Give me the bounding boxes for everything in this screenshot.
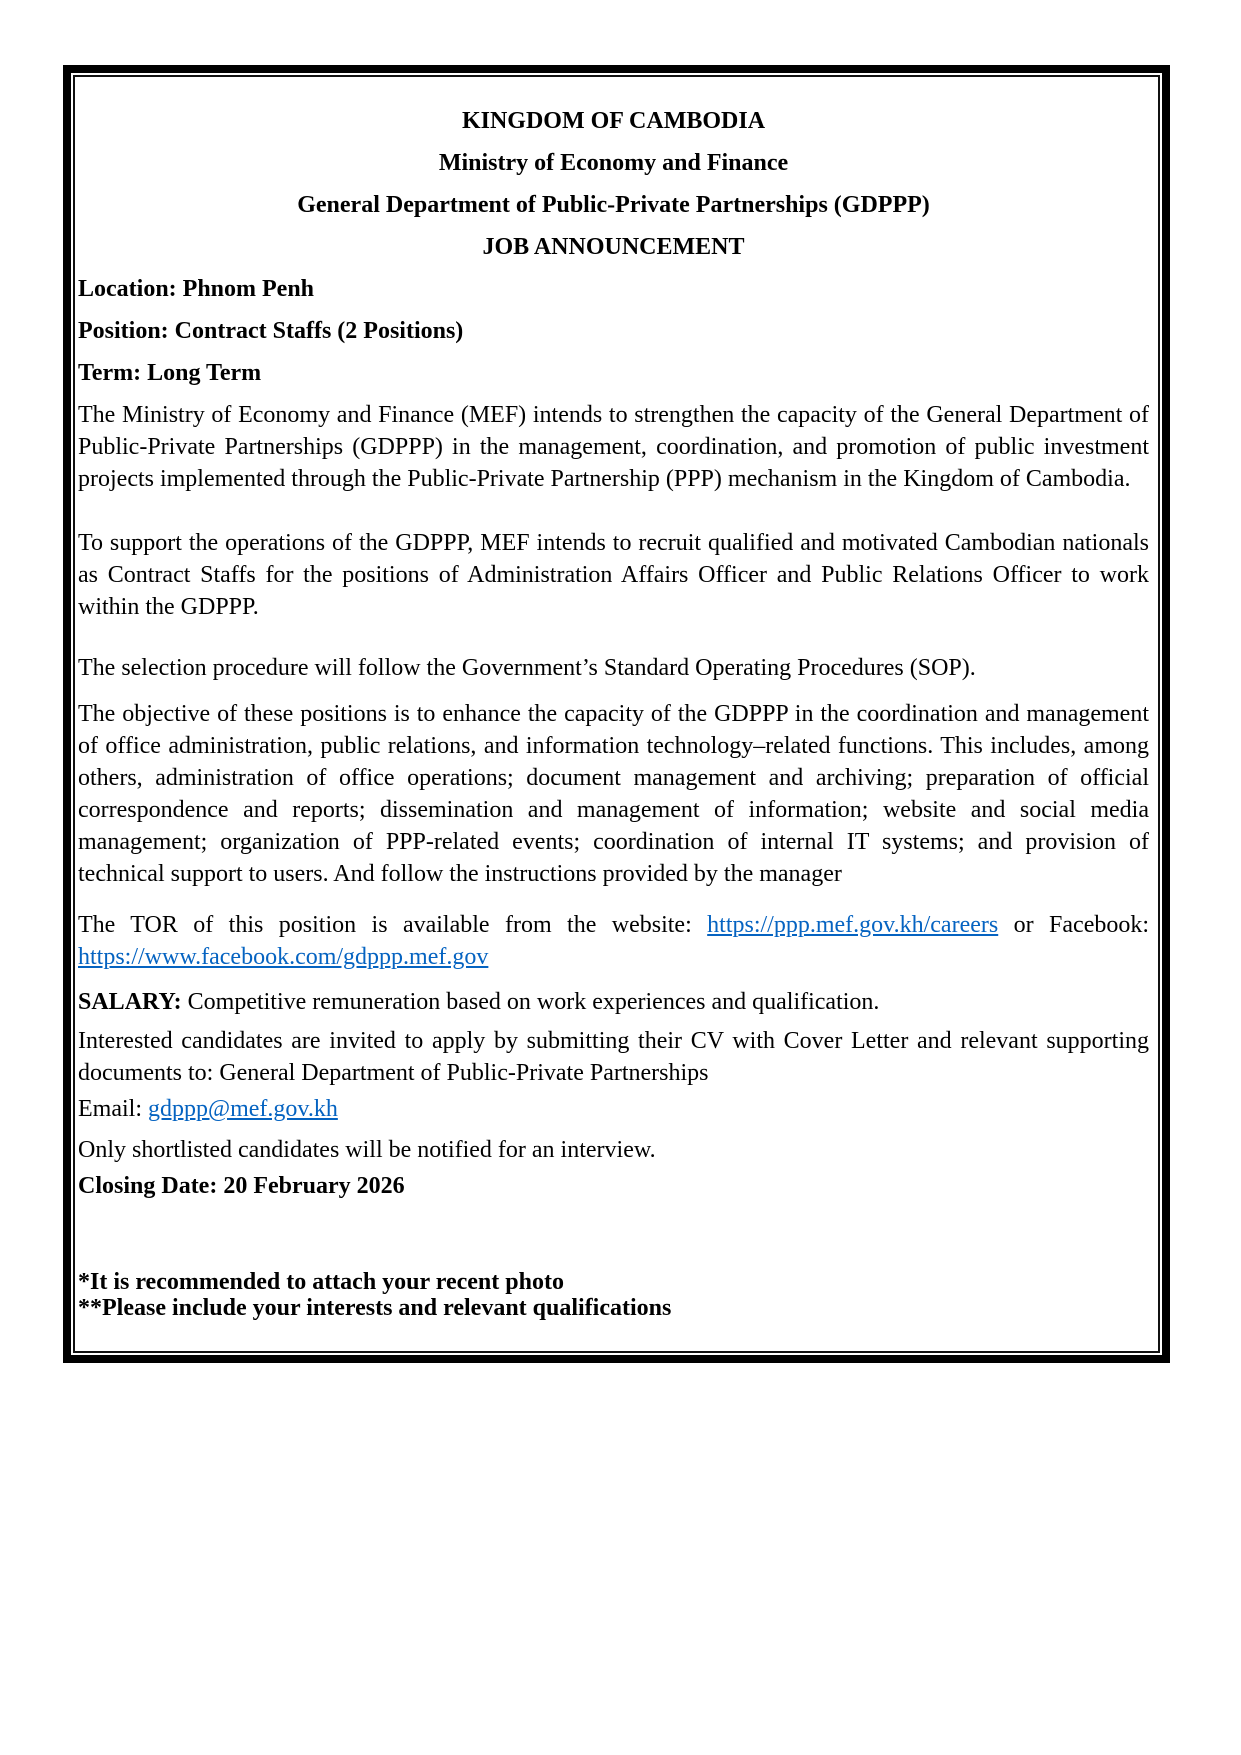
paragraph-support: To support the operations of the GDPPP, MEF intends to recruit qualified and motivated Cambodian nationals as Contract Staffs for the positions of Administration Affairs Officer and Public Relations Officer to work within the GDPPP. (78, 530, 1149, 620)
meta-location: Location: Phnom Penh (78, 276, 315, 302)
footnote-qualifications: **Please include your interests and relevant qualifications (78, 1295, 672, 1321)
paragraph-shortlist: Only shortlisted candidates will be notified for an interview. (78, 1137, 656, 1163)
paragraph-tor (78, 909, 1149, 973)
email-link[interactable]: gdppp@mef.gov.kh (147, 1096, 338, 1122)
paragraph-objective: The objective of these positions is to enhance the capacity of the GDPPP in the coordination and management of office administration, public relations, and information technology–related functions. This includes, among others, administration of office operations; document management and archiving; preparation of official correspondence and reports; dissemination and management of information; website and social media management; organization of PPP-related events; coordination of internal IT systems; and provision of technical support to users. And follow the instructions provided by the manager (78, 701, 1149, 887)
paragraph-email (78, 1093, 1149, 1125)
tor-text-before: The TOR of this position is available from the website: (78, 912, 708, 938)
title-job-announcement: JOB ANNOUNCEMENT (482, 234, 745, 260)
tor-text-middle: or Facebook: (998, 912, 1150, 938)
meta-position: Position: Contract Staffs (2 Positions) (78, 318, 464, 344)
title-department: General Department of Public-Private Partnerships (GDPPP) (297, 192, 930, 218)
salary-text: Competitive remuneration based on work experiences and qualification. (181, 989, 880, 1015)
footnote-photo: *It is recommended to attach your recent photo (78, 1269, 564, 1295)
email-label: Email: (78, 1096, 148, 1122)
document-page-border (63, 65, 1170, 1363)
paragraph-salary (78, 986, 1149, 1018)
paragraph-interested: Interested candidates are invited to apply by submitting their CV with Cover Letter and relevant supporting documents to: General Department of Public-Private Partnerships (78, 1028, 1149, 1086)
salary-label: SALARY: (78, 989, 182, 1015)
paragraph-intro: The Ministry of Economy and Finance (MEF) intends to strengthen the capacity of the General Department of Public-Private Partnerships (GDPPP) in the management, coordination, and promotion of public investment projects implemented through the Public-Private Partnership (PPP) mechanism in the Kingdom of Cambodia. (78, 402, 1149, 492)
paragraph-selection: The selection procedure will follow the Government’s Standard Operating Procedures (SOP). (78, 655, 976, 681)
document-content-area (73, 75, 1160, 1353)
careers-link[interactable]: https://ppp.mef.gov.kh/careers (707, 912, 999, 938)
meta-term: Term: Long Term (78, 360, 262, 386)
title-ministry: Ministry of Economy and Finance (438, 150, 789, 176)
meta-closing-date: Closing Date: 20 February 2026 (78, 1173, 405, 1199)
title-kingdom: KINGDOM OF CAMBODIA (461, 108, 766, 134)
facebook-link[interactable]: https://www.facebook.com/gdppp.mef.gov (78, 944, 489, 970)
